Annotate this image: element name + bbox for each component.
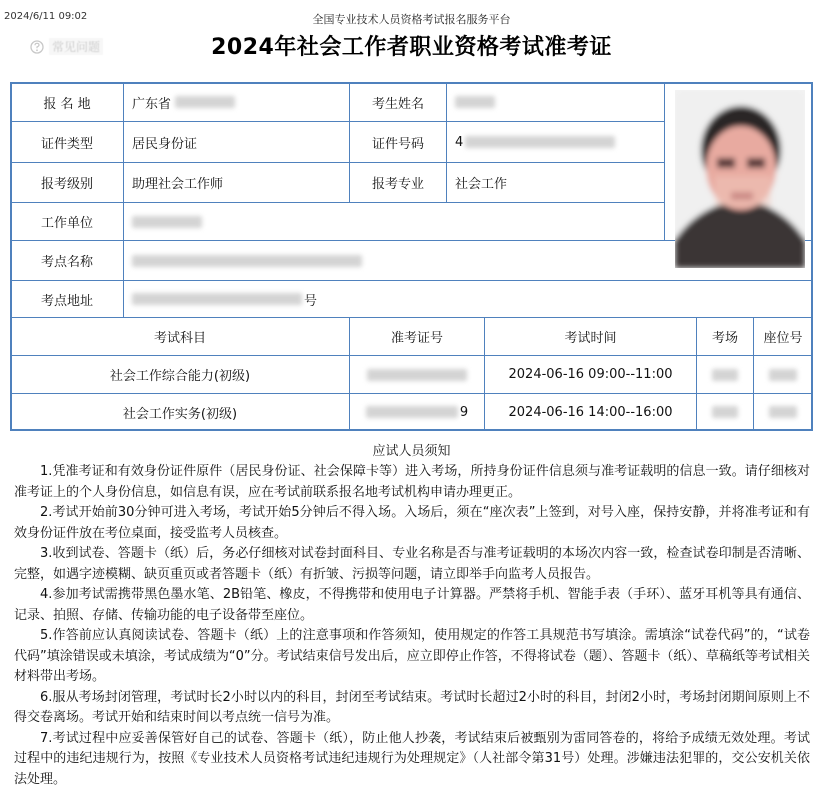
level-label: 报考级别: [10, 162, 124, 203]
exam-subject: 社会工作实务(初级): [10, 393, 350, 431]
page-title: 2024年社会工作者职业资格考试准考证: [211, 35, 612, 60]
redaction: [132, 216, 202, 228]
redaction: [712, 369, 738, 381]
major-label: 报考专业: [349, 162, 447, 203]
id-number-text: 4: [455, 134, 464, 150]
venue-address-value: [123, 280, 813, 318]
ticket-number: [349, 393, 485, 431]
faq-label: 常见问题: [49, 38, 103, 55]
id-type-label: 证件类型: [10, 121, 124, 163]
redaction: [132, 293, 302, 305]
exam-subject: 社会工作综合能力(初级): [10, 355, 350, 394]
redaction: [455, 96, 495, 108]
redaction: [175, 96, 235, 108]
region-value: [123, 82, 350, 122]
venue-address-text: 号: [304, 293, 318, 309]
room-header: 考场: [696, 317, 754, 356]
redaction: [769, 406, 797, 418]
name-label: 考生姓名: [349, 82, 447, 122]
exam-room: [696, 355, 754, 394]
redaction: [366, 406, 458, 418]
print-date: 2024/6/11 09:02: [4, 11, 88, 22]
id-number-label: 证件号码: [349, 121, 447, 163]
id-type-value: 居民身份证: [123, 121, 350, 163]
redaction: [132, 255, 362, 267]
redaction: [769, 369, 797, 381]
notice-rules: [14, 462, 810, 790]
employer-value: [123, 202, 665, 241]
region-text: 广东省: [132, 96, 172, 112]
ticket-number-text: 9: [459, 404, 469, 420]
venue-address-label: 考点地址: [10, 280, 124, 318]
redaction: [712, 406, 738, 418]
ticket-number: [349, 355, 485, 394]
rule-item: 1.凭准考证和有效身份证件原件（居民身份证、社会保障卡等）进入考场，所持身份证件信息须与准考证载明的信息一致。请仔细核对准考证上的个人身份信息，如信息有误，应在考试前联系报名地考试机构申请办理更正。: [14, 464, 810, 500]
rule-item: 4.参加考试需携带黑色墨水笔、2B铅笔、橡皮，不得携带和使用电子计算器。严禁将手机、智能手表（手环）、蓝牙耳机等具有通信、记录、拍照、存储、传输功能的电子设备带至座位。: [14, 587, 810, 623]
venue-name-label: 考点名称: [10, 240, 124, 281]
exam-time-header: 考试时间: [484, 317, 697, 356]
ticket-number-header: 准考证号: [349, 317, 485, 356]
seat-header: 座位号: [753, 317, 813, 356]
rule-item: 3.收到试卷、答题卡（纸）后，务必仔细核对试卷封面科目、专业名称是否与准考证载明的本场次内容一致，检查试卷印制是否清晰、完整，如遇字迹模糊、缺页重页或者答题卡（纸）有折皱、污损等问题，请立即举手向监考人员报告。: [14, 546, 810, 582]
rule-item: 6.服从考场封闭管理，考试时长2小时以内的科目，封闭至考试结束。考试时长超过2小时的科目，封闭2小时，考场封闭期间原则上不得交卷离场。考试开始和结束时间以考点统一信号为准。: [14, 689, 810, 725]
candidate-photo: [675, 90, 805, 268]
region-label: 报 名 地: [10, 82, 124, 122]
redaction: [367, 369, 467, 381]
employer-label: 工作单位: [10, 202, 124, 241]
rule-item: 5.作答前应认真阅读试卷、答题卡（纸）上的注意事项和作答须知，使用规定的作答工具规范书写填涂。需填涂“试卷代码”的，“试卷代码”填涂错误或未填涂，考试成绩为“0”分。考试结束信号发出后，应立即停止作答，不得将试卷（题）、答题卡（纸）、草稿纸等考试相关材料带出考场。: [14, 628, 810, 684]
major-value: 社会工作: [446, 162, 665, 203]
redaction: [465, 136, 615, 148]
exam-subject-header: 考试科目: [10, 317, 350, 356]
notice-title: 应试人员须知: [372, 444, 451, 459]
platform-name: 全国专业技术人员资格考试报名服务平台: [312, 13, 511, 26]
exam-room: [696, 393, 754, 431]
name-value: [446, 82, 665, 122]
level-value: 助理社会工作师: [123, 162, 350, 203]
exam-time: 2024-06-16 09:00--11:00: [484, 355, 697, 394]
photo-image: [675, 90, 805, 268]
exam-seat: [753, 355, 813, 394]
id-number-value: [446, 121, 665, 163]
rule-item: 2.考试开始前30分钟可进入考场，考试开始5分钟后不得入场。入场后，须在“座次表”上签到，对号入座，保持安静，并将准考证和有效身份证件放在考位桌面，接受监考人员核查。: [14, 505, 810, 541]
rule-item: 7.考试过程中应妥善保管好自己的试卷、答题卡（纸），防止他人抄袭，考试结束后被甄别为雷同答卷的，将给予成绩无效处理。考试过程中的违纪违规行为，按照《专业技术人员资格考试违纪违规行为处理规定》（人社部令第31号）处理。涉嫌违法犯罪的，交公安机关依法处理。: [14, 730, 810, 787]
exam-time: 2024-06-16 14:00--16:00: [484, 393, 697, 431]
exam-seat: [753, 393, 813, 431]
